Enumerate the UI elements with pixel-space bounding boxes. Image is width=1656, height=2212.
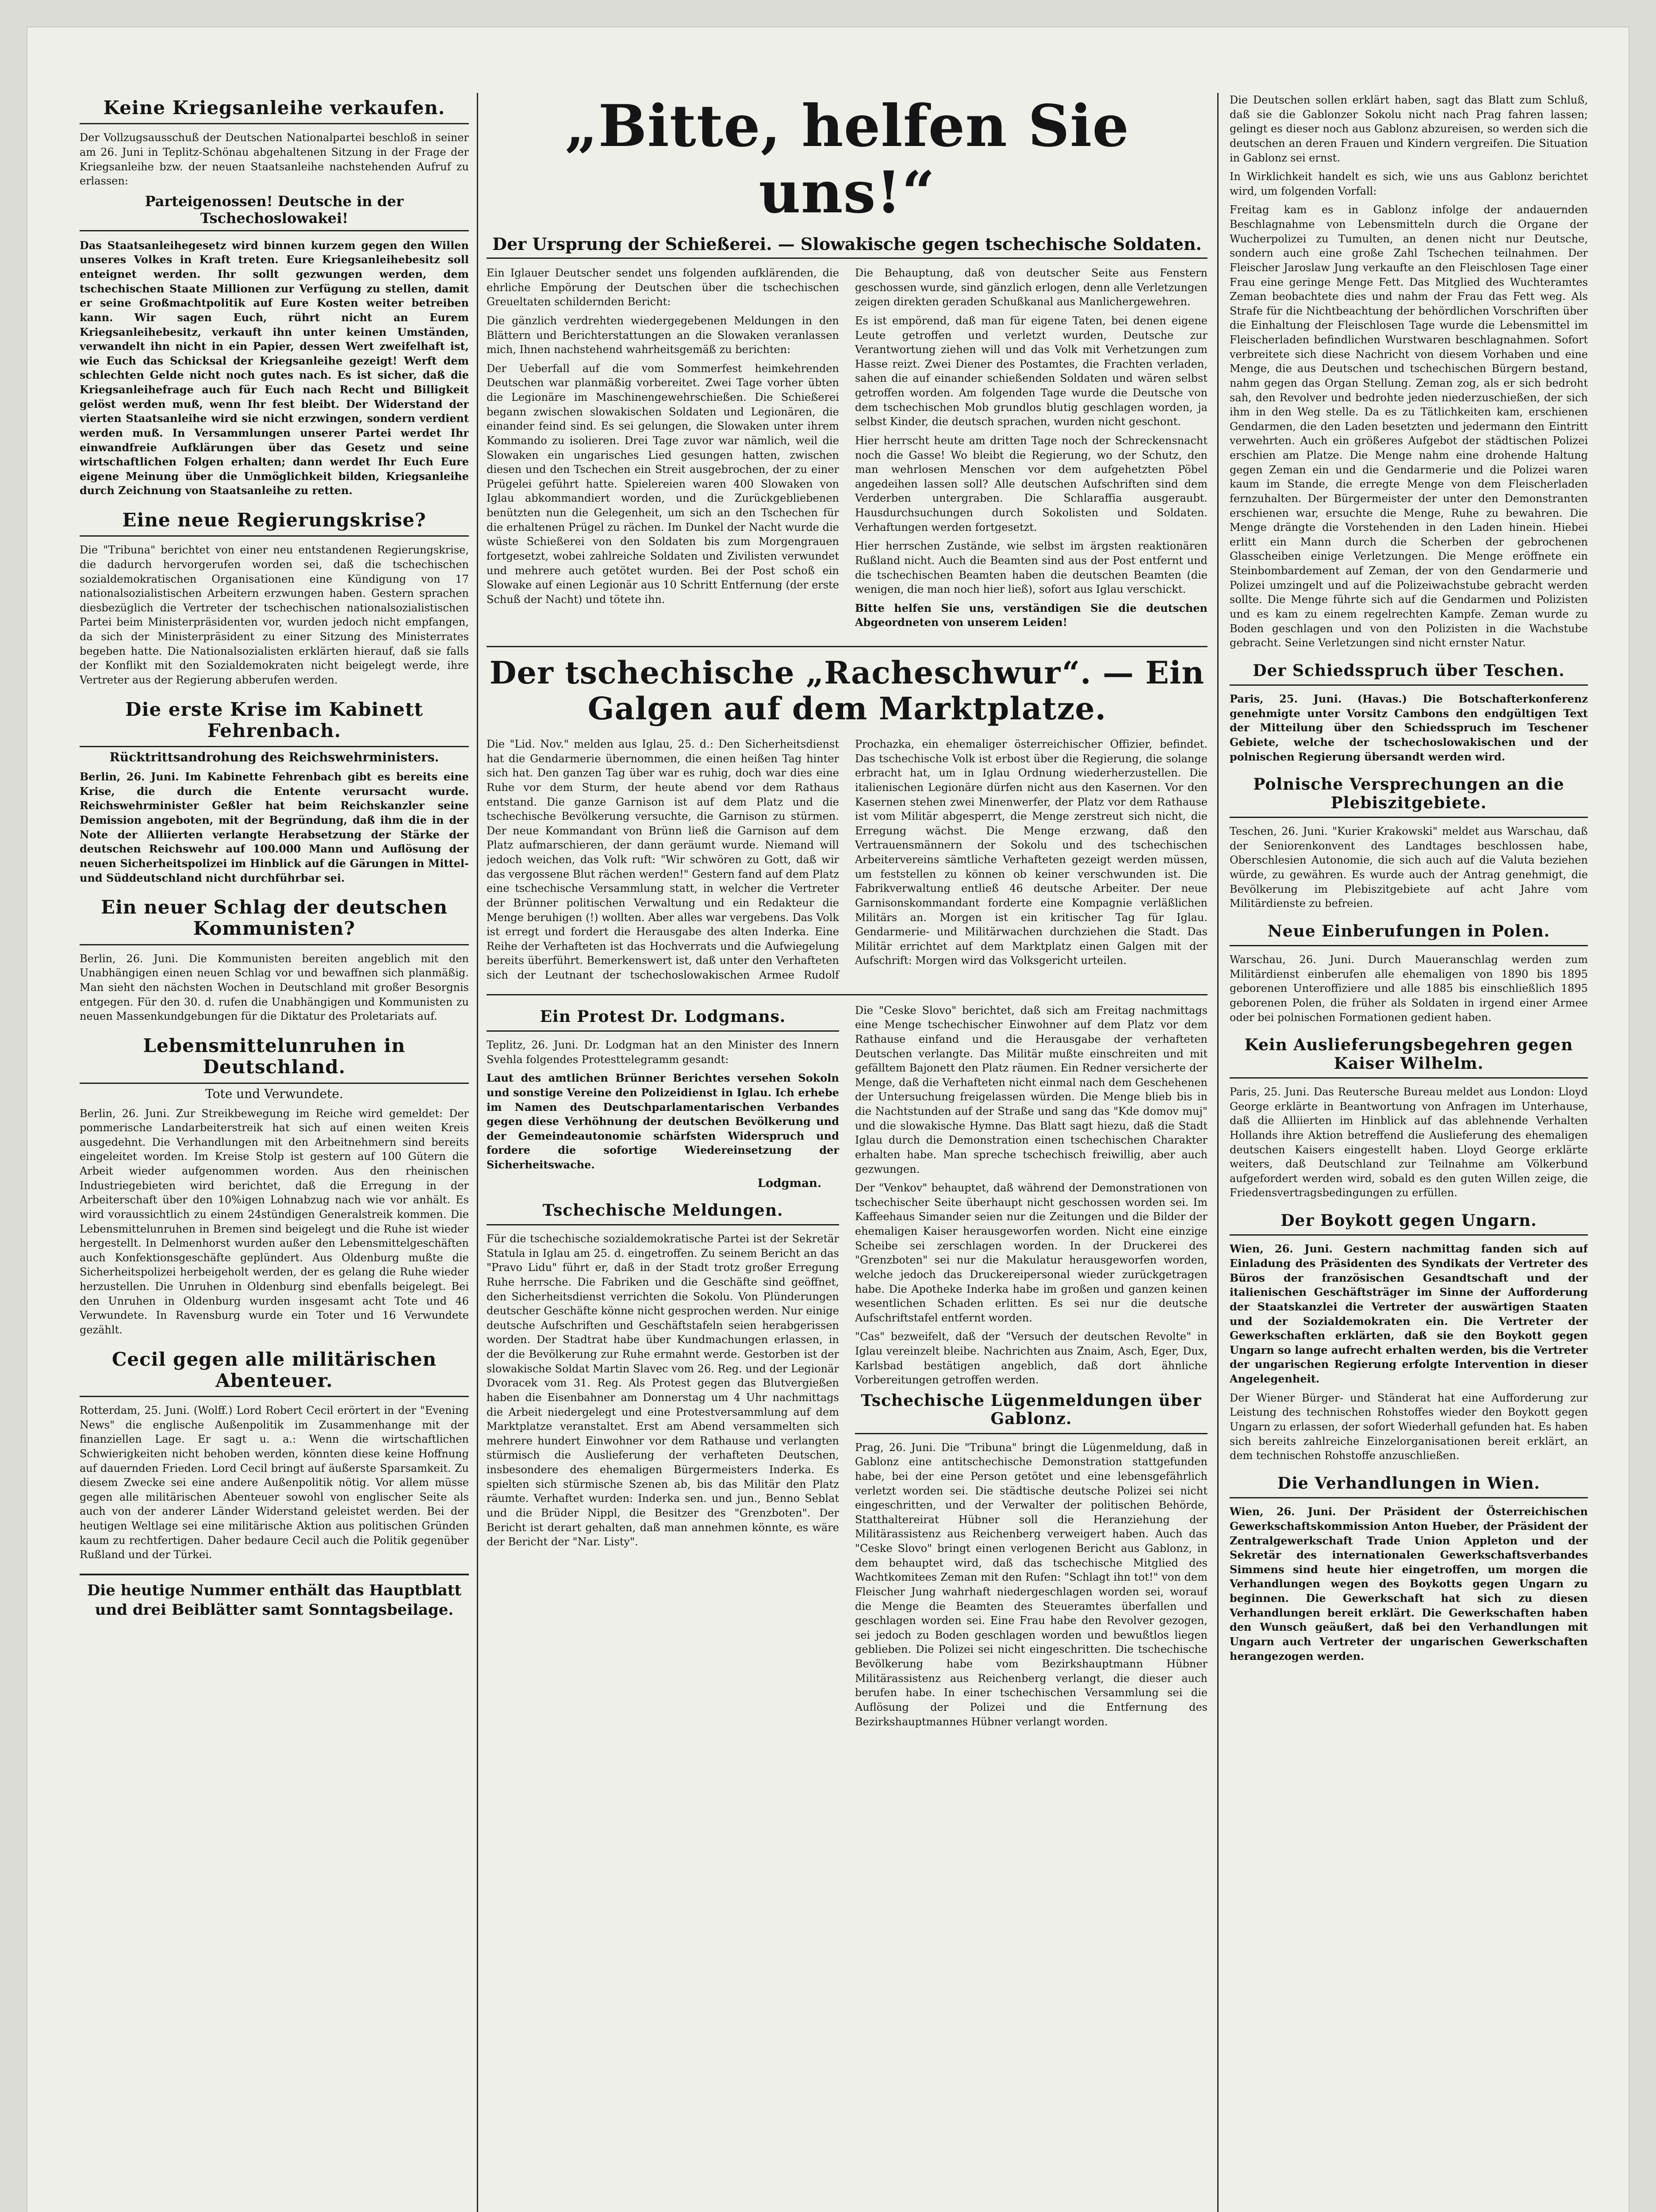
article-body: Berlin, 26. Juni. Im Kabinette Fehrenbach gibt es bereits eine Krise, die durch die Entente verursacht wurde. Reichswehrminister Geßler hat beim Reichskanzler seine Demission angeboten, mit der Begründung, daß ihm die in der Note der Alliierten verlangte Herabsetzung der Stärke der deutschen Reichswehr auf 100.000 Mann und Auflösung der neuen Sicherheitspolizei im Hinblick auf die Gärungen in Mittel- und Süddeutschland nicht durchführbar sei. <box>80 770 469 884</box>
article-paragraph: Für die tschechische sozialdemokratische Partei ist der Sekretär Statula in Iglau am 25. d. eingetroffen. Zu seinem Bericht an das "Pravo Lidu" führt er, daß in der Stadt trotz großer Erregung Ruhe herrsche. Die Fabriken und die Geschäfte sind geöffnet, den Sicherheitsdienst verrichten die Sokolu. Von Plünderungen deutscher Geschäfte könne nicht gesprochen werden. Nur einige deutsche Aufschriften und Geschäftstafeln seien herabgerissen worden. Der Stadtrat habe über Kundmachungen erlassen, in der die Bevölkerung zur Ruhe ermahnt werde. Gestorben ist der slowakische Soldat Martin Slavec vom 26. Reg. und der Legionär Dvoracek vom 31. Reg. Als Protest gegen das Blutvergießen haben die Eisenbahner am Donnerstag um 4 Uhr nachmittags die Arbeit niedergelegt und eine Protestversammlung auf dem Marktplatze veranstaltet. Erst am Abend versammelten sich mehrere hundert Einwohner vor dem Rathause und verlangten stürmisch die Auslieferung der verhafteten Deutschen, insbesondere des ehemaligen Bürgermeisters Inderka. Es spielten sich stürmische Szenen ab, bis das Militär den Platz räumte. Verhaftet wurden: Inderka sen. und jun., Benno Seblat und die Brüder Nippl, die Besitzer des "Grenzboten". Der Bericht ist derart gehalten, daß man annehmen könnte, es wäre der Bericht der "Nar. Listy". <box>487 1233 839 1548</box>
article-column-left <box>487 266 839 634</box>
article-body: Der Wiener Bürger- und Ständerat hat eine Aufforderung zur Leistung des technischen Rohstoffes wieder den Boykott gegen Ungarn zu erlassen, der sofort Wiederhall gefunden hat. Es haben sich bereits zahlreiche Einzelorganisationen bereit erklärt, an dem technischen Rohstoffe anzuschließen. <box>1230 1391 1588 1462</box>
subheadline: Parteigenossen! Deutsche in der Tschechoslowakei! <box>80 193 469 231</box>
issue-notice: Die heutige Nummer enthält das Hauptblatt und drei Beiblätter samt Sonntagsbeilage. <box>80 1574 469 1620</box>
headline: Die Verhandlungen in Wien. <box>1230 1475 1588 1498</box>
article-body: Paris, 25. Juni. Das Reutersche Bureau meldet aus London: Lloyd George erklärte in Beantwortung von Anfragen im Unterhause, daß die Alliierten im Hinblick auf das ablehnende Verhalten Hollands ihre Aktion betreffend die Auslieferung des ehemaligen deutschen Kaisers eingestellt haben. Lloyd George erklärte weiters, daß Deutschland zur Teilnahme am Völkerbund aufgefordert werden wird, sobald es den guten Willen zeige, die Friedensvertragsbedingungen zu erfüllen. <box>1230 1086 1588 1199</box>
headline: Neue Einberufungen in Polen. <box>1230 922 1588 946</box>
article-schiedsspruch-teschen <box>1230 662 1588 764</box>
headline: Ein Protest Dr. Lodgmans. <box>487 1008 839 1032</box>
headline: Der Schiedsspruch über Teschen. <box>1230 662 1588 686</box>
article-luegenmeldungen <box>855 1392 1208 1729</box>
lower-left <box>487 1003 839 1741</box>
headline: Tschechische Meldungen. <box>487 1202 839 1225</box>
signature: Lodgman. <box>757 1176 821 1190</box>
headline: Lebensmittelunruhen in Deutschland. <box>80 1035 469 1084</box>
article-paragraph: Hier herrscht heute am dritten Tage noch der Schreckensnacht noch die Gasse! Wo bleibt die Regierung, wo der Schutz, den man wehrlosen Menschen vor dem aufgehetzten Pöbel angedeihen lassen soll? Alle deutschen Aufschriften sind dem Verderben untergraben. Die Schlaraffia ausgeraubt. Hausdurchsuchungen durch Sokolisten und Soldaten. Verhaftungen werden fortgesetzt. <box>855 434 1208 534</box>
article-body: Die "Lid. Nov." melden aus Iglau, 25. d.: Den Sicherheitsdienst hat die Gendarmerie übernommen, die einen heißen Tag hinter sich hat. Den ganzen Tag über war es ruhig, doch war dies eine Ruhe vor dem Sturm, der heute abend vor dem Rathaus entstand. Die ganze Garnison ist auf dem Platz und die tschechische Bevölkerung versuchte, die Garnison zu stürmen. Der neue Kommandant von Brünn ließ die Garnison auf dem Platz aufmarschieren, der dann geräumt wurde. Niemand will jedoch weichen, das Volk ruft: "Wir schwören zu Gott, daß wir das vergossene Blut rächen werden!" Gestern fand auf dem Platz eine tschechische Versammlung statt, in welcher die Vertreter der Brünner politischen Verwaltung und ein Redakteur die Menge beruhigen (!) wollten. Aber alles war vergebens. Das Volk ist erregt und fordert die Herausgabe des alten Inderka. Eine Reihe der Verhafteten ist das Hochverrats und die Aufwiegelung bereits überführt. Bemerkenswert ist, daß unter den Verhafteten sich der Leutnant der tschechoslowakischen Armee Rudolf Prochazka, ein ehemaliger österreichischer Offizier, befindet. Das tschechische Volk ist erbost über die Regierung, die solange erbracht hat, um in Iglau Ordnung wiederherzustellen. Die italienischen Legionäre dürfen nicht aus den Kasernen. Vor den Kasernen stehen zwei Minenwerfer, der Platz vor dem Rathause ist vom Militär abgesperrt, die Menge zerstreut sich nicht, die Erregung wächst. Die Menge erzwang, daß den Vertrauensmännern der Sokolu und des tschechischen Arbeitervereins sämtliche Verhafteten gezeigt werden müssen, um feststellen zu können ob keiner verschwunden ist. Die Fabrikverwaltung entließ 46 deutsche Arbeiter. Der neue Garnisonskommandant forderte eine Kompagnie verläßlichen Militärs an. Morgen ist ein kritischer Tag für Iglau. Gendarmerie- und Militärwachen durchziehen die Stadt. Das Militär errichtet auf dem Marktplatz einen Galgen mit der Aufschrift: Morgen wird das Volksgericht urteilen. <box>487 738 1208 981</box>
article-paragraph: "Cas" bezweifelt, daß der "Versuch der deutschen Revolte" in Iglau vereinzelt bleibe. Nachrichten aus Znaim, Asch, Eger, Dux, Karlsbad bestätigen angeblich, daß dort ähnliche Vorbereitungen getroffen werden. <box>855 1330 1208 1386</box>
article-paragraph: In Wirklichkeit handelt es sich, wie uns aus Gablonz berichtet wird, um folgenden Vorfall: <box>1230 170 1588 197</box>
section-divider <box>487 646 1208 647</box>
article-body: Wien, 26. Juni. Gestern nachmittag fanden sich auf Einladung des Präsidenten des Syndikats der Vertreter des Büros der französischen Gesandtschaft und der italienischen Geschäftsträger im Sinne der Aufforderung der Staatskanzlei die Vertreter der auswärtigen Staaten und der Sozialdemokraten ein. Die Vertreter der Gewerkschaften erklärten, daß sie den Boykott gegen Ungarn so lange aufrecht erhalten werden, bis die Vertreter der ungarischen Regierung erfolgte Intervention in dieser Angelegenheit. <box>1230 1242 1588 1386</box>
article-galgen <box>487 655 1208 983</box>
article-boykott-ungarn <box>1230 1212 1588 1463</box>
headline: Ein neuer Schlag der deutschen Kommunisten? <box>80 897 469 945</box>
subheadline: Rücktrittsandrohung des Reichswehrministers. <box>109 750 439 765</box>
headline: Die erste Krise im Kabinett Fehrenbach. <box>80 699 469 748</box>
column-rule <box>1217 93 1219 2212</box>
article-paragraph: Freitag kam es in Gablonz infolge der andauernden Beschlagnahme von Lebensmitteln durch die Organe der Wucherpolizei zu Tumulten, an denen nicht nur Deutsche, sondern auch eine große Zahl Tschechen teilnahmen. Der Fleischer Jaroslaw Jung verkaufte an den Fleischlosen Tage einer Frau eine geringe Menge Fett. Das Mitglied des Wuchteramtes Zeman beobachtete dies und nahm der Frau das Fett weg. Als Strafe für die Nichtbeachtung der behördlichen Vorschriften über die Einhaltung der Fleischlosen Tage wurde die Lebensmittel im Fleischerladen befindlichen Wurstwaren beschlagnahmen. Sofort verbreitete sich diese Nachricht von diesem Vorhaben und eine Menge, die aus Deutschen und tschechischen Bürgern bestand, nahm gegen das Organ Stellung. Zeman zog, als er sich bedroht sah, den Revolver und bedrohte jeden niederzuschießen, der sich ihm in den Weg stelle. Da es zu Tätlichkeiten kam, erschienen Gendarmen, die den Laden besetzten und jedermann den Eintritt verwehrten. Auch ein größeres Aufgebot der städtischen Polizei erschien am Platze. Die Menge nahm eine drohende Haltung gegen Zeman ein und die Gendarmerie und die Polizei waren kaum im Stande, die erregte Menge von dem Fleischerladen fernzuhalten. Der Bürgermeister der unter den Demonstranten erschienen war, ersuchte die Menge, Ruhe zu bewahren. Die Menge drängte die Vorstehenden in den Laden hinein. Hiebei erlitt ein Mann durch die Scherben der gebrochenen Glasscheiben einige Verletzungen. Die Menge eröffnete ein Steinbombardement auf Zeman, der von den Gendarmerie und Polizei umzingelt und auf die Polizeiwachstube gebracht werden sollte. Die Menge führte sich auf die Gendarmen und Polizisten und es kam zu einem regelrechten Kampfe. Zeman wurde zu Boden geschlagen und von den Polizisten in die Wachstube gebracht. Seine Verletzungen sind nicht ernster Natur. <box>1230 204 1588 649</box>
article-kriegsanleihe <box>80 97 469 498</box>
article-paragraph: Teplitz, 26. Juni. Dr. Lodgman hat an den Minister des Innern Svehla folgendes Protesttelegramm gesandt: <box>487 1039 839 1066</box>
article-kaiser-wilhelm <box>1230 1036 1588 1200</box>
article-paragraph: Der "Venkov" behauptet, daß während der Demonstrationen von tschechischer Seite überhaupt nicht geschossen worden sei. Im Kaffeehaus Simander seien nur die Zeitungen und die Bilder der ehemaligen Kaiser herausgeworfen worden. Nicht eine einzige Scheibe sei zerschlagen worden. In der Druckerei des "Grenzboten" sei nur die Makulatur herausgeworfen worden, welche jedoch das Druckereipersonal wieder zurückgetragen habe. Die Apotheke Inderka habe im großen und ganzen keinen wesentlichen Schaden erlitten. Es sei nur die deutsche Aufschriftstafel entfernt worden. <box>855 1182 1208 1324</box>
article-body: Warschau, 26. Juni. Durch Maueranschlag werden zum Militärdienst einberufen alle ehemaligen von 1890 bis 1895 geborenen Unteroffiziere und alle 1885 bis einschließlich 1895 geborenen Polen, die früher als Soldaten in irgend einer Armee oder bei polnischen Formationen gedient haben. <box>1230 953 1588 1024</box>
article-regierungskrise <box>80 510 469 687</box>
subheadline: Der Ursprung der Schießerei. — Slowakische gegen tschechische Soldaten. <box>487 234 1208 259</box>
article-body: Berlin, 26. Juni. Die Kommunisten bereiten angeblich mit den Unabhängigen einen neuen Schlag vor und bewaffnen sich planmäßig. Man sieht den nächsten Wochen in Deutschland mit großer Besorgnis entgegen. Für den 30. d. rufen die Unabhängigen und Kommunisten zu neuen Massenkundgebungen für die Diktatur des Proletariats auf. <box>80 952 469 1023</box>
headline: Cecil gegen alle militärischen Abenteuer. <box>80 1349 469 1398</box>
article-paragraph: Hier herrschen Zustände, wie selbst im ärgsten reaktionären Rußland nicht. Auch die Beamten sind aus der Post entfernt und die tschechischen Beamten haben die deutschen Beamten (die wenigen, die man noch hier ließ), sofort aus Iglau verschickt. <box>855 540 1208 596</box>
headline: Eine neue Regierungskrise? <box>80 510 469 537</box>
article-kabinett-fehrenbach <box>80 699 469 886</box>
headline: Polnische Versprechungen an die Plebiszitgebiete. <box>1230 776 1588 818</box>
article-paragraph: Ein Iglauer Deutscher sendet uns folgenden aufklärenden, die ehrliche Empörung der Deutschen über die tschechischen Greueltaten schildernden Bericht: <box>487 267 839 308</box>
headline: Keine Kriegsanleihe verkaufen. <box>80 97 469 124</box>
middle-column <box>487 93 1208 2212</box>
article-closing: Bitte helfen Sie uns, verständigen Sie die deutschen Abgeordneten von unserem Leiden! <box>855 601 1208 629</box>
article-bitte-helfen <box>487 93 1208 634</box>
article-body: Prag, 26. Juni. Die "Tribuna" bringt die Lügenmeldung, daß in Gablonz eine antitschechische Demonstration stattgefunden habe, bei der eine Person getötet und eine lebensgefährlich verletzt worden sei. Die städtische deutsche Polizei sei nicht eingeschritten, und der Verwalter der politischen Behörde, Statthaltereirat Hübner soll die Heranziehung der Militärassistenz aus Reichenberg verweigert haben. Auch das "Ceske Slovo" bringt einen verlogenen Bericht aus Gablonz, in dem behauptet wird, daß das tschechische Mitglied des Wachtkomitees Zeman mit den Rufen: "Schlagt ihn tot!" von dem Fleischer Jung wahrhaft niedergeschlagen worden sei, worauf die Menge die Beamten des Steueramtes überfallen und geschlagen worden sei. Eine Frau habe den Revolver gezogen, sei jedoch zu Boden geschlagen worden und bewußtlos liegen geblieben. Die Polizei sei nicht eingeschritten. Die tschechische Bevölkerung habe vom Bezirkshauptmann Hübner Militärassistenz aus Reichenberg verlangt, die dieser auch berufen habe. In einer tschechischen Versammlung sei die Auflösung der Polizei und die Entfernung des Bezirkshauptmannes Hübner verlangt worden. <box>855 1441 1208 1728</box>
article-polnische-versprechungen <box>1230 776 1588 911</box>
newspaper-page <box>27 27 1629 2212</box>
main-headline: „Bitte, helfen Sie uns!“ <box>564 93 1130 226</box>
telegram-text: Laut des amtlichen Brünner Berichtes versehen Sokoln und sonstige Vereine den Polizeidienst in Iglau. Ich erhebe im Namen des Deutschparlamentarischen Verbandes gegen diese Verhöhnung der deutschen Bevölkerung und der Gemeindeautonomie schärfsten Widerspruch und fordere die sofortige Wiedereinsetzung der Sicherheitswache. <box>487 1071 839 1171</box>
article-einberufungen-polen <box>1230 922 1588 1025</box>
article-verhandlungen-wien <box>1230 1475 1588 1663</box>
lower-articles <box>487 1003 1208 1741</box>
article-protest-lodgman <box>487 1008 839 1190</box>
article-body: Die "Tribuna" berichtet von einer neu entstandenen Regierungskrise, die dadurch hervorgerufen worden sei, daß die tschechischen sozialdemokratischen Organisationen eine Kündigung von 17 nationalsozialistischen Arbeitern erzwungen haben. Gestern sprachen diesbezüglich die Vertreter der tschechischen nationalsozialistischen Partei beim Ministerpräsidenten vor, wurden jedoch nicht empfangen, da sich der Ministerpräsident zu einer Sitzung des Ministerrates begeben hatte. Die Nationalsozialisten erklärten hierauf, daß sie falls der Konflikt mit den Sozialdemokraten nicht beigelegt werde, ihre Vertreter aus der Regierung abberufen werden. <box>80 544 469 686</box>
headline: Der Boykott gegen Ungarn. <box>1230 1212 1588 1236</box>
article-body: Wien, 26. Juni. Der Präsident der Österreichischen Gewerkschaftskommission Anton Hueber, der Präsident der Zentralgewerkschaft Trade Union Appleton und der Sekretär des internationalen Gewerkschaftsverbandes Simmens sind heute hier eingetroffen, um morgen die Verhandlungen wegen des Boykotts gegen Ungarn zu beginnen. Die Gewerkschaft hat sich zu diesen Verhandlungen bereit erklärt. Die Gewerkschaften haben den Wunsch geäußert, daß bei den Verhandlungen mit Ungarn auch Vertreter der ungarischen Gewerkschaften herangezogen werden. <box>1230 1505 1588 1663</box>
headline: Der tschechische „Racheschwur“. — Ein Galgen auf dem Marktplatze. <box>489 654 1205 727</box>
headline: Tschechische Lügenmeldungen über Gablonz. <box>855 1392 1208 1434</box>
article-gablonz-continued <box>1230 93 1588 650</box>
article-paragraph: Der Ueberfall auf die vom Sommerfest heimkehrenden Deutschen war planmäßig vorbereitet. Zwei Tage vorher übten die Legionäre im Maschinengewehrschießen. Die Schießerei begann zwischen slowakischen Soldaten und Legionären, die einander feind sind. Es sei gelungen, die Slowaken unter ihrem Kommando zu isolieren. Drei Tage zuvor war nämlich, weil die Slowaken ein ungarisches Lied gesungen hatten, zwischen diesen und den Tschechen ein Streit ausgebrochen, der zu einer Prügelei geführt hatte. Spielereien waren 400 Slowaken von Iglau abkommandiert worden, und die Zurückgebliebenen benützten nun die Gelegenheit, um sich an den Tschechen für die erhaltenen Prügel zu rächen. Im Dunkel der Nacht wurde die wüste Schießerei von den Soldaten bis zum Morgengrauen fortgesetzt, wobei zahlreiche Soldaten und Zivilisten verwundet und mehrere auch getötet wurden. Bei der Post schoß ein Slowake auf einen Legionär aus 10 Schritt Entfernung (der erste Schuß der Nacht) und tötete ihn. <box>487 362 839 606</box>
article-paragraph: Die Deutschen sollen erklärt haben, sagt das Blatt zum Schluß, daß sie die Gablonzer Sokolu nicht nach Prag fahren lassen; gelingt es dieser noch aus Gablonz abzureisen, so werden sich die deutschen an deren Frauen und Kindern vergreifen. Die Situation in Gablonz sei ernst. <box>1230 94 1588 164</box>
article-body: Rotterdam, 25. Juni. (Wolff.) Lord Robert Cecil erörtert in der "Evening News" die englische Außenpolitik im Zusammenhange mit der finanziellen Lage. Er sagt u. a.: Wenn die wirtschaftlichen Schwierigkeiten nicht behoben werden, könnten diese keine Hoffnung auf dauernden Frieden. Lord Cecil bringt auf äußerste Sparsamkeit. Zu diesem Zwecke sei eine andere Außenpolitik nötig. Vor allem müsse gegen alle militärischen Abenteuer sowohl von englischer Seite als auch von der anderer Länder Widerstand geleistet werden. Bei der heutigen Weltlage sei eine militärische Aktion aus politischen Gründen kaum zu rechtfertigen. Daher bedaure Cecil auch die Politik gegenüber Rußland und der Türkei. <box>80 1404 469 1561</box>
right-column <box>1230 93 1588 2212</box>
article-kommunisten <box>80 897 469 1024</box>
headline: Kein Auslieferungsbegehren gegen Kaiser Wilhelm. <box>1230 1036 1588 1079</box>
article-body: Berlin, 26. Juni. Zur Streikbewegung im Reiche wird gemeldet: Der pommerische Landarbeiterstreik hat sich auf einen weiten Kreis ausgedehnt. Die Verhandlungen mit den Arbeitnehmern sind bereits eingeleitet worden. Im Kreise Stolp ist gestern auf 100 Gütern die Arbeit wieder aufgenommen worden. Aus den rheinischen Industriegebieten wird berichtet, daß die Erregung in der Arbeiterschaft über den 10%igen Lohnabzug nach wie vor anhält. Es wird voraussichtlich zu einem 24stündigen Generalstreik kommen. Die Lebensmittelunruhen in Bremen sind beigelegt und die Ruhe ist wieder hergestellt. In Delmenhorst wurden außer den Lebensmittelgeschäften auch Konfektionsgeschäfte geplündert. Aus Oldenburg mußte die Sicherheitspolizei herbeigeholt werden, der es gelang die Ruhe wieder herzustellen. Die Unruhen in Oldenburg sind ebenfalls beigelegt. Bei den Unruhen in Oldenburg wurden insgesamt acht Tote und 46 Verwundete. In Ravensburg wurde ein Toter und 16 Verwundete gezählt. <box>80 1107 469 1336</box>
article-body: Teschen, 26. Juni. "Kurier Krakowski" meldet aus Warschau, daß der Seniorenkonvent des Landtages beschlossen habe, Oberschlesien Autonomie, die sich auch auf die Valuta beziehen würde, zu gewähren. Es wurde auch der Antrag genehmigt, die Bevölkerung im Plebiszitgebiete auf acht Jahre vom Militärdienste zu befreien. <box>1230 825 1588 910</box>
article-cecil <box>80 1349 469 1562</box>
article-columns <box>487 266 1208 634</box>
left-column <box>80 93 469 2212</box>
article-column-right <box>855 266 1208 634</box>
lower-right <box>855 1003 1208 1741</box>
column-rule <box>477 93 478 2212</box>
article-body: Das Staatsanleihegesetz wird binnen kurzem gegen den Willen unseres Volkes in Kraft treten. Eure Kriegsanleihebesitz soll enteignet werden. Ihr sollt gezwungen werden, dem tschechischen Staate Millionen zur Verfügung zu stellen, damit er seine Großmachtpolitik auf Eure Kosten weiter betreiben kann. Wir sagen Euch, rührt nicht an Eurem Kriegsanleihebesitz, verkauft ihn unter keinen Umständen, verwandelt ihn nicht in ein Papier, dessen Wert zweifelhaft ist, wie Euch das Schicksal der Kriegsanleihe gezeigt! Werft dem schlechten Gelde nicht noch gutes nach. Es ist sicher, daß die Kriegsanleihefrage auch für Euch nach Recht und Billigkeit gelöst werden muß, wenn Ihr fest bleibt. Der Widerstand der vierten Staatsanleihe wird sie nicht erzwingen, sondern verdient werden muß. In Versammlungen unserer Partei werdet Ihr einwandfreie Aufklärungen über das Gesetz und seine wirtschaftlichen Folgen erhalten; dann werdet Ihr Euch Eure eigene Meinung über die Unmöglichkeit bilden, Kriegsanleihe durch Zeichnung von Staatsanleihe zu retten. <box>80 238 469 497</box>
article-intro: Der Vollzugsausschuß der Deutschen Nationalpartei beschloß in seiner am 26. Juni in Teplitz-Schönau abgehaltenen Sitzung in der Frage der Kriegsanleihe bzw. der neuen Staatsanleihe nachstehenden Aufruf zu erlassen: <box>80 131 469 188</box>
section-divider <box>487 994 1208 995</box>
article-paragraph: Die "Ceske Slovo" berichtet, daß sich am Freitag nachmittags eine Menge tschechischer Einwohner auf dem Platz vor dem Rathause einfand und die Herausgabe der verhafteten Deutschen verlangte. Das Militär mußte einschreiten und mit gefälltem Bajonett den Platz räumen. Ein Redner versicherte der Menge, daß die Verhafteten nicht einmal nach dem Geschehenen der Untersuchung freigelassen würden. Die Menge blieb bis in die Nachtstunden auf der Straße und sang das "Kde domov muj" und die slowakische Hymne. Das Blatt sagt hiezu, daß die Stadt Iglau durch die Demonstration einen tschechischen Charakter erhalten habe. Man spreche tschechisch freiwillig, aber auch gezwungen. <box>855 1004 1208 1175</box>
article-tschechische-meldungen <box>487 1202 839 1549</box>
article-paragraph: Es ist empörend, daß man für eigene Taten, bei denen eigene Leute getroffen und verletzt wurden, Deutsche zur Verantwortung ziehen will und das Volk mit Verhetzungen zum Hasse reizt. Zwei Diener des Postamtes, die Frachten verladen, sahen die auf einander schießenden Soldaten und wären selbst getroffen worden. Am folgenden Tage wurde die Deutsche von dem tschechischen Mob grundlos blutig geschlagen worden, ja selbst Kinder, die deutsch sprachen, wurden nicht geschont. <box>855 314 1208 428</box>
article-paragraph: Die gänzlich verdrehten wiedergegebenen Meldungen in den Blättern und Berichterstattungen an die Slowaken veranlassen mich, Ihnen nachstehend wahrheitsgemäß zu berichten: <box>487 314 839 356</box>
article-lebensmittelunruhen <box>80 1035 469 1337</box>
subheadline: Tote und Verwundete. <box>205 1086 343 1101</box>
article-body: Paris, 25. Juni. (Havas.) Die Botschafterkonferenz genehmigte unter Vorsitz Cambons den endgültigen Text der Mitteilung über den Schiedsspruch im Teschener Gebiete, welche der tschechoslowakischen und der polnischen Regierung übersandt werden wird. <box>1230 692 1588 763</box>
article-paragraph: Die Behauptung, daß von deutscher Seite aus Fenstern geschossen wurde, sind gänzlich erlogen, denn alle Verletzungen zeigen direkten geraden Schußkanal aus Manlichergewehren. <box>855 267 1208 308</box>
